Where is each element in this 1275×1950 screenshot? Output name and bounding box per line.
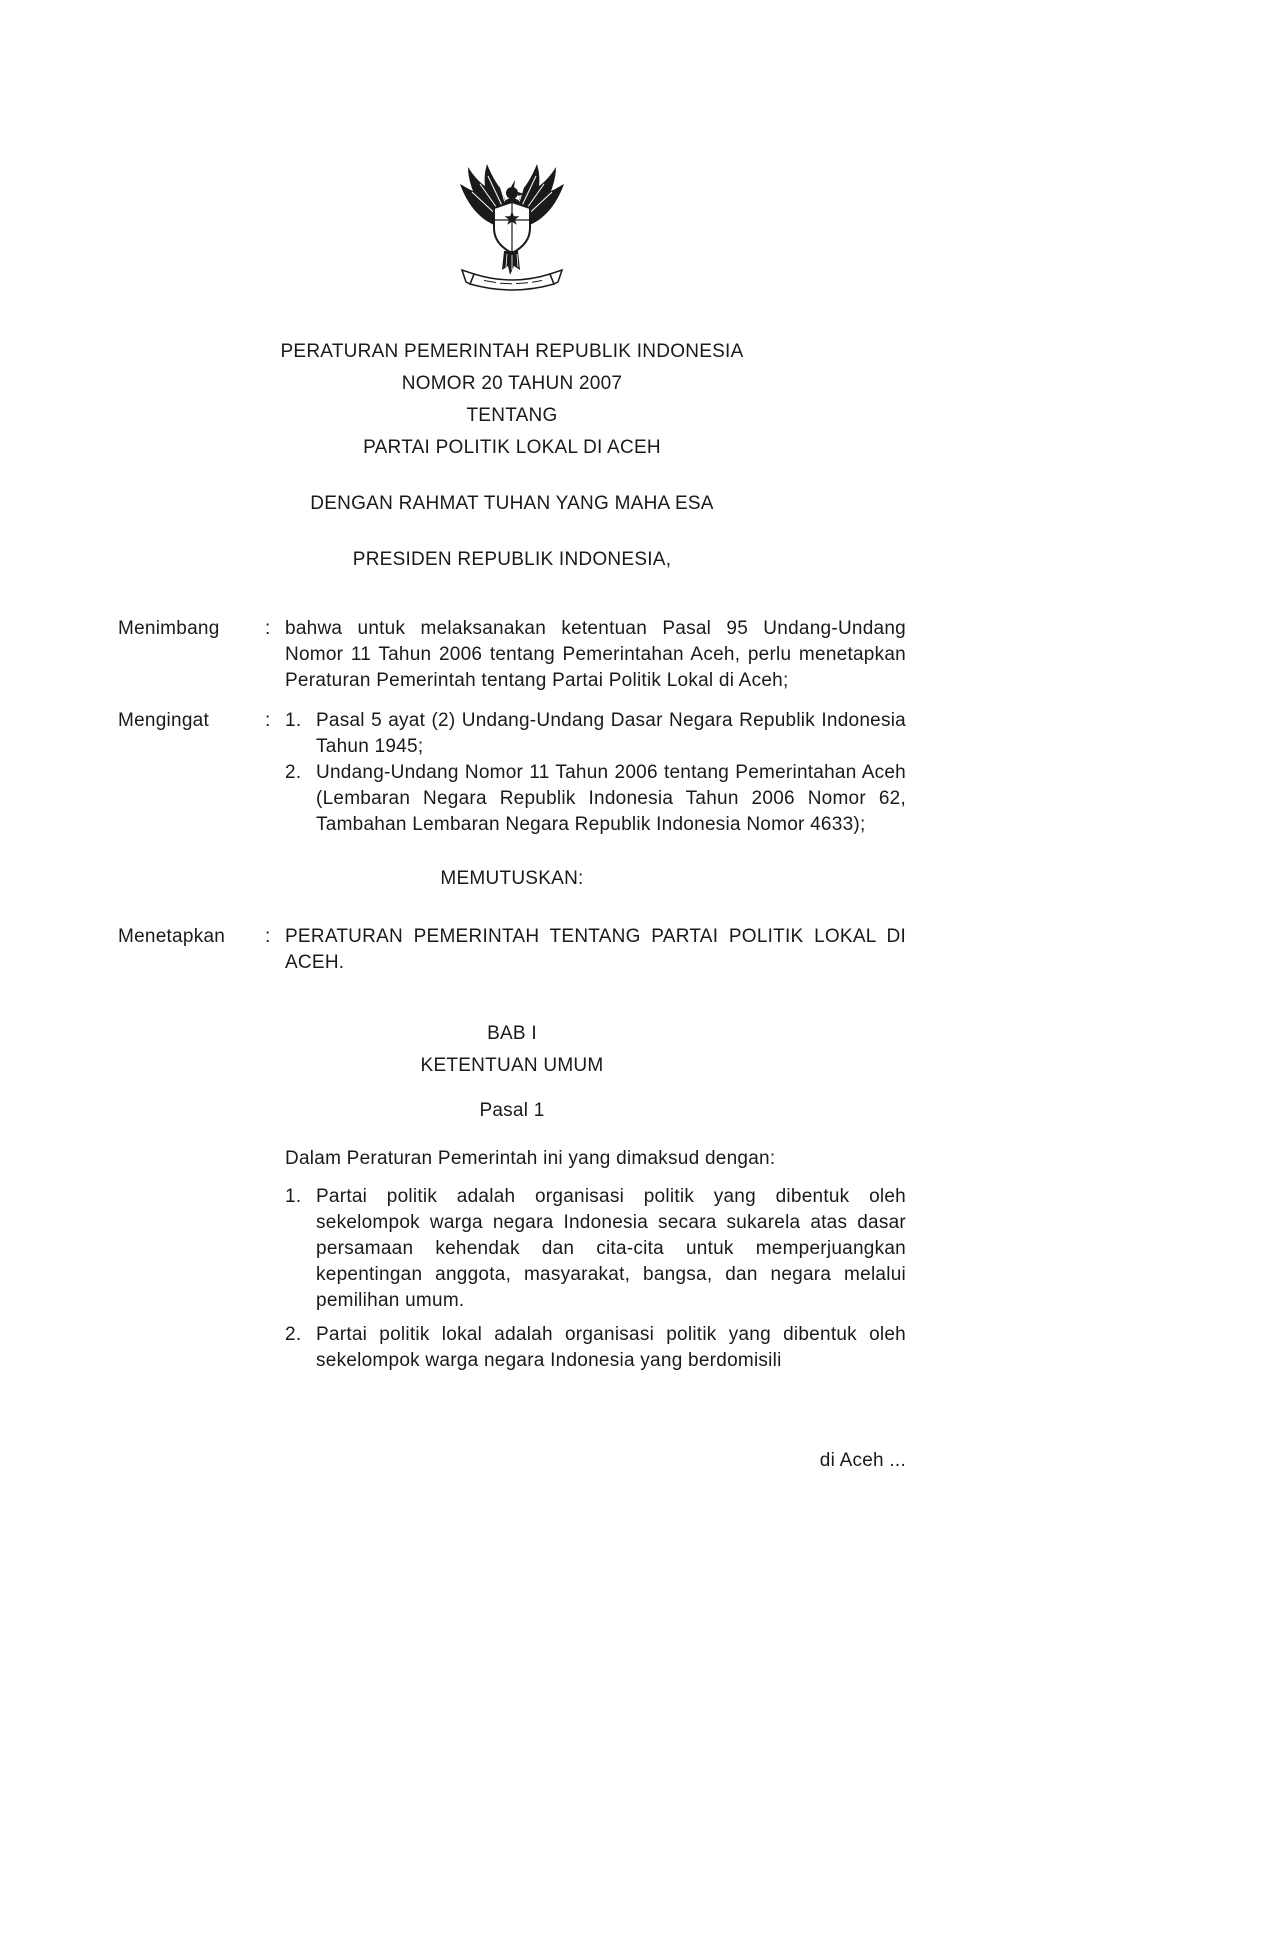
- doc-title-line-3: TENTANG: [466, 405, 558, 426]
- item-number: 2.: [285, 762, 302, 783]
- mengingat-list: [285, 708, 906, 838]
- garuda-pancasila-icon: [452, 162, 572, 296]
- document-content: [118, 0, 906, 1474]
- pasal-item-2: [285, 1322, 906, 1374]
- doc-title-line-2: NOMOR 20 TAHUN 2007: [401, 373, 623, 394]
- bab-heading: BAB I: [487, 1023, 537, 1044]
- menetapkan-text: PERATURAN PEMERINTAH TENTANG PARTAI POLITIK LOKAL DI ACEH.: [285, 926, 906, 973]
- pasal-heading: Pasal 1: [479, 1100, 545, 1121]
- mengingat-item-2: [285, 760, 906, 838]
- menimbang-clause: [118, 616, 906, 694]
- mengingat-label: Mengingat: [118, 710, 209, 731]
- item-number: 2.: [285, 1324, 302, 1345]
- page-catchword: di Aceh ...: [819, 1450, 906, 1471]
- invocation-line: DENGAN RAHMAT TUHAN YANG MAHA ESA: [310, 493, 714, 514]
- memutuskan-heading: MEMUTUSKAN:: [440, 868, 584, 889]
- item-text: Undang-Undang Nomor 11 Tahun 2006 tentang Pemerintahan Aceh (Lembaran Negara Republik Indonesia Tahun 2006 Nomor 62, Tambahan Lembaran Negara Republik Indonesia Nomor 4633);: [316, 762, 906, 835]
- mengingat-colon: :: [265, 710, 271, 731]
- menimbang-colon: :: [265, 618, 271, 639]
- menetapkan-clause: [118, 924, 906, 976]
- bab-subheading: KETENTUAN UMUM: [420, 1055, 604, 1076]
- item-number: 1.: [285, 1186, 302, 1207]
- menimbang-label: Menimbang: [118, 618, 220, 639]
- menetapkan-colon: :: [265, 926, 271, 947]
- doc-title-line-4: PARTAI POLITIK LOKAL DI ACEH: [363, 437, 661, 458]
- pasal-intro: Dalam Peraturan Pemerintah ini yang dimaksud dengan:: [285, 1148, 776, 1169]
- mengingat-item-1: [285, 708, 906, 760]
- item-text: Partai politik lokal adalah organisasi politik yang dibentuk oleh sekelompok warga negara Indonesia yang berdomisili: [316, 1324, 906, 1371]
- menimbang-text: bahwa untuk melaksanakan ketentuan Pasal 95 Undang-Undang Nomor 11 Tahun 2006 tentang Pemerintahan Aceh, perlu menetapkan Peraturan Pemerintah tentang Partai Politik Lokal di Aceh;: [285, 618, 906, 691]
- item-text: Pasal 5 ayat (2) Undang-Undang Dasar Negara Republik Indonesia Tahun 1945;: [316, 710, 906, 757]
- doc-title-line-1: PERATURAN PEMERINTAH REPUBLIK INDONESIA: [280, 341, 744, 362]
- item-number: 1.: [285, 710, 302, 731]
- pasal-item-1: [285, 1184, 906, 1314]
- mengingat-clause: [118, 708, 906, 838]
- authority-line: PRESIDEN REPUBLIK INDONESIA,: [352, 549, 672, 570]
- title-block: [118, 336, 906, 464]
- item-text: Partai politik adalah organisasi politik yang dibentuk oleh sekelompok warga negara Indonesia secara sukarela atas dasar persamaan kehendak dan cita-cita untuk memperjuangkan kepentingan anggota, masyarakat, bangsa, dan negara melalui pemilihan umum.: [316, 1186, 906, 1311]
- menetapkan-label: Menetapkan: [118, 926, 226, 947]
